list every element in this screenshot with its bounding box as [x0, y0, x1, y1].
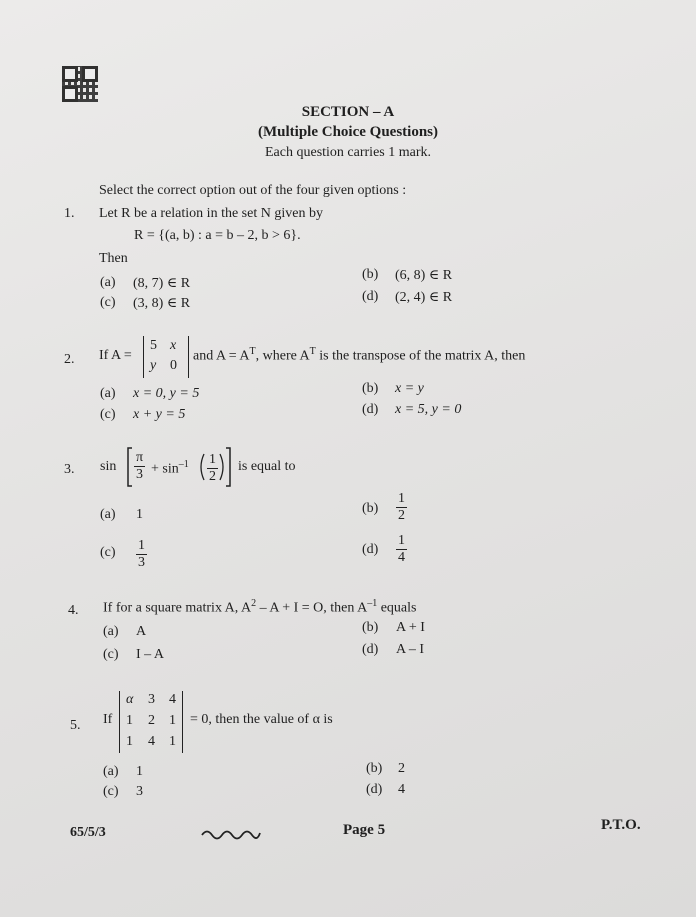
q5-tail: = 0, then the value of α is: [190, 712, 333, 727]
q4-opt-a: A: [136, 624, 147, 639]
q2-opt-b-label: (b): [362, 381, 379, 396]
pto-label: P.T.O.: [601, 817, 641, 833]
q3-opt-a-label: (a): [100, 507, 116, 522]
q1-set: R = {(a, b) : a = b – 2, b > 6}.: [134, 228, 301, 243]
q2-opt-c-label: (c): [100, 407, 116, 422]
q1-stem: Let R be a relation in the set N given by: [99, 206, 323, 221]
q4-opt-b: A + I: [396, 620, 425, 635]
q4-number: 4.: [68, 603, 79, 618]
q3-pi-over-3: $\frac{\pi}{3}$: [136, 450, 144, 482]
q3-opt-c: $\frac{1}{3}$: [138, 538, 145, 570]
q5-r1c1: α: [126, 692, 134, 707]
q3-sin: sin: [100, 459, 117, 474]
q5-opt-c: 3: [136, 784, 143, 799]
q2-if-a: If A =: [99, 348, 132, 363]
q4-opt-c-label: (c): [103, 647, 119, 662]
q5-opt-c-label: (c): [103, 784, 119, 799]
q5-r3c2: 4: [148, 734, 155, 749]
q2-opt-a-label: (a): [100, 386, 116, 401]
q1-opt-c-label: (c): [100, 295, 116, 310]
q2-m21: y: [150, 358, 157, 373]
q4-opt-d: A – I: [396, 642, 424, 657]
q2-opt-d: x = 5, y = 0: [395, 402, 462, 417]
q2-m12: x: [170, 338, 177, 353]
q2-opt-c: x + y = 5: [133, 407, 186, 422]
q5-opt-a: 1: [136, 764, 143, 779]
q2-m11: 5: [150, 338, 157, 353]
q5-if: If: [103, 712, 113, 727]
q4-stem: If for a square matrix A, $A^2 - A + I = O$, then $A^{-1}$ equals: [103, 598, 417, 616]
q5-r3c3: 1: [169, 734, 176, 749]
q3-opt-b: $\frac{1}{2}$: [398, 491, 405, 523]
q2-opt-d-label: (d): [362, 402, 379, 417]
q4-opt-a-label: (a): [103, 624, 119, 639]
page-number: Page 5: [343, 822, 386, 838]
q3-opt-c-label: (c): [100, 545, 116, 560]
q1-opt-b: (6, 8) ∈ R: [395, 268, 453, 283]
q3-opt-b-label: (b): [362, 501, 379, 516]
instruction: Select the correct option out of the four given options :: [99, 183, 407, 198]
q5-opt-b-label: (b): [366, 761, 383, 776]
q3-opt-d: $\frac{1}{4}$: [398, 533, 405, 565]
q5-r1c2: 3: [148, 692, 155, 707]
q2-m22: 0: [170, 358, 177, 373]
q4-opt-c: I – A: [136, 647, 164, 662]
q5-r1c3: 4: [169, 692, 176, 707]
q5-opt-d-label: (d): [366, 782, 383, 797]
q5-opt-d: 4: [398, 782, 405, 797]
q4-opt-b-label: (b): [362, 620, 379, 635]
q5-r3c1: 1: [126, 734, 133, 749]
q5-opt-a-label: (a): [103, 764, 119, 779]
q5-r2c2: 2: [148, 713, 155, 728]
q2-opt-a: x = 0, y = 5: [133, 386, 200, 401]
q5-r2c3: 1: [169, 713, 176, 728]
q3-opt-d-label: (d): [362, 542, 379, 557]
q3-plus-sin: + $\sin^{-1}$: [151, 459, 189, 477]
q1-opt-a-label: (a): [100, 275, 116, 290]
q1-opt-a: (8, 7) ∈ R: [133, 276, 191, 291]
q3-opt-a: 1: [136, 507, 143, 522]
q5-number: 5.: [70, 718, 81, 733]
q1-opt-d-label: (d): [362, 289, 379, 304]
q4-opt-d-label: (d): [362, 642, 379, 657]
q2-condition: and $A = A^T$, where $A^T$ is the transpose of the matrix A, then: [193, 346, 526, 364]
q3-tail: is equal to: [238, 459, 296, 474]
section-subtitle: (Multiple Choice Questions): [258, 124, 438, 140]
q2-opt-b: x = y: [395, 381, 424, 396]
q1-then: Then: [99, 251, 128, 266]
qr-code: [62, 66, 98, 102]
q1-opt-c: (3, 8) ∈ R: [133, 296, 191, 311]
q2-number: 2.: [64, 352, 75, 367]
q1-number: 1.: [64, 206, 75, 221]
q3-one-half: $\frac{1}{2}$: [209, 452, 216, 484]
section-title: SECTION – A: [301, 104, 395, 120]
q5-opt-b: 2: [398, 761, 405, 776]
q1-opt-b-label: (b): [362, 267, 379, 282]
wave-ornament: [200, 826, 262, 840]
q5-r2c1: 1: [126, 713, 133, 728]
q3-number: 3.: [64, 462, 75, 477]
marks-note: Each question carries 1 mark.: [265, 145, 431, 160]
paper-code: 65/5/3: [70, 825, 106, 840]
q1-opt-d: (2, 4) ∈ R: [395, 290, 453, 305]
